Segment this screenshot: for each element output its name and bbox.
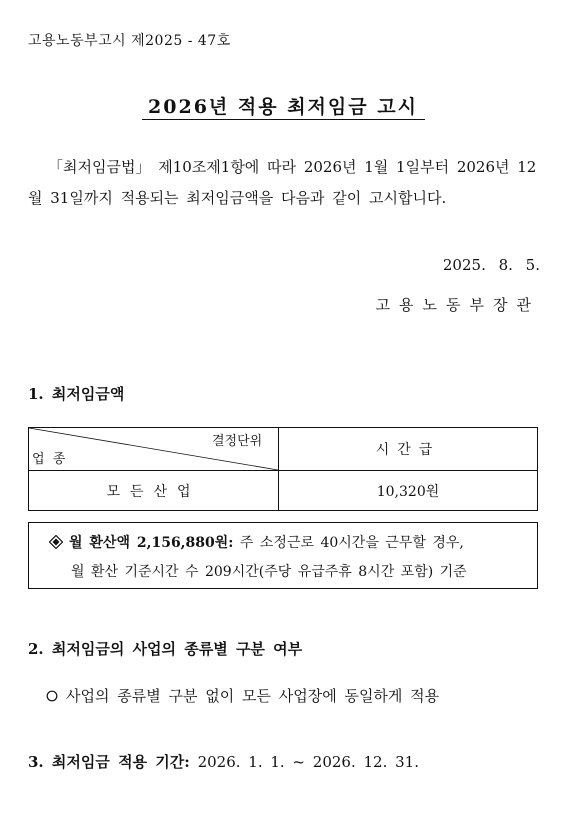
note-line-2: 월 환산 기준시간 수 209시간(주당 유급주휴 8시간 포함) 기준 — [71, 564, 467, 580]
monthly-conversion-note — [28, 522, 538, 589]
table-header-industry: 업 종 — [32, 452, 68, 467]
title-underline — [142, 119, 425, 120]
hollow-circle-icon — [46, 687, 58, 705]
notice-number: 고용노동부고시 제2025 - 47호 — [28, 33, 231, 49]
note-monthly-amount: 월 환산액 2,156,880원: — [69, 535, 234, 551]
table-header-unit: 결정단위 — [212, 434, 263, 449]
document-title: 2026년 적용 최저임금 고시 — [148, 96, 418, 118]
note-line-1-text: 주 소정근로 40시간을 근무할 경우, — [233, 535, 464, 551]
table-header-hourly: 시간급 — [375, 442, 441, 458]
section-3-heading — [28, 751, 419, 772]
table-cell-hourly-wage: 10,320원 — [376, 484, 440, 500]
issuer-name: 고용노동부장관 — [375, 296, 540, 314]
diamond-in-diamond-icon — [49, 535, 63, 551]
notice-date: 2025. 8. 5. — [442, 256, 540, 274]
section-2-bullet-text: 사업의 종류별 구분 없이 모든 사업장에 동일하게 적용 — [66, 687, 440, 705]
section-2-bullet — [46, 685, 439, 706]
table-row-divider — [29, 470, 537, 471]
table-cell-industry: 모든산업 — [106, 484, 201, 500]
note-line-1 — [49, 532, 464, 552]
intro-paragraph: 「최저임금법」 제10조제1항에 따라 2026년 1월 1일부터 2026년 12월 31일까지 적용되는 최저임금액을 다음과 같이 고시합니다. — [28, 158, 537, 207]
section-2-heading: 2. 최저임금의 사업의 종류별 구분 여부 — [28, 640, 303, 658]
section-3-period: 2026. 1. 1. ~ 2026. 12. 31. — [189, 753, 419, 771]
section-1-heading: 1. 최저임금액 — [28, 385, 125, 403]
section-3-label: 3. 최저임금 적용 기간: — [28, 753, 190, 771]
minimum-wage-table — [28, 427, 538, 511]
